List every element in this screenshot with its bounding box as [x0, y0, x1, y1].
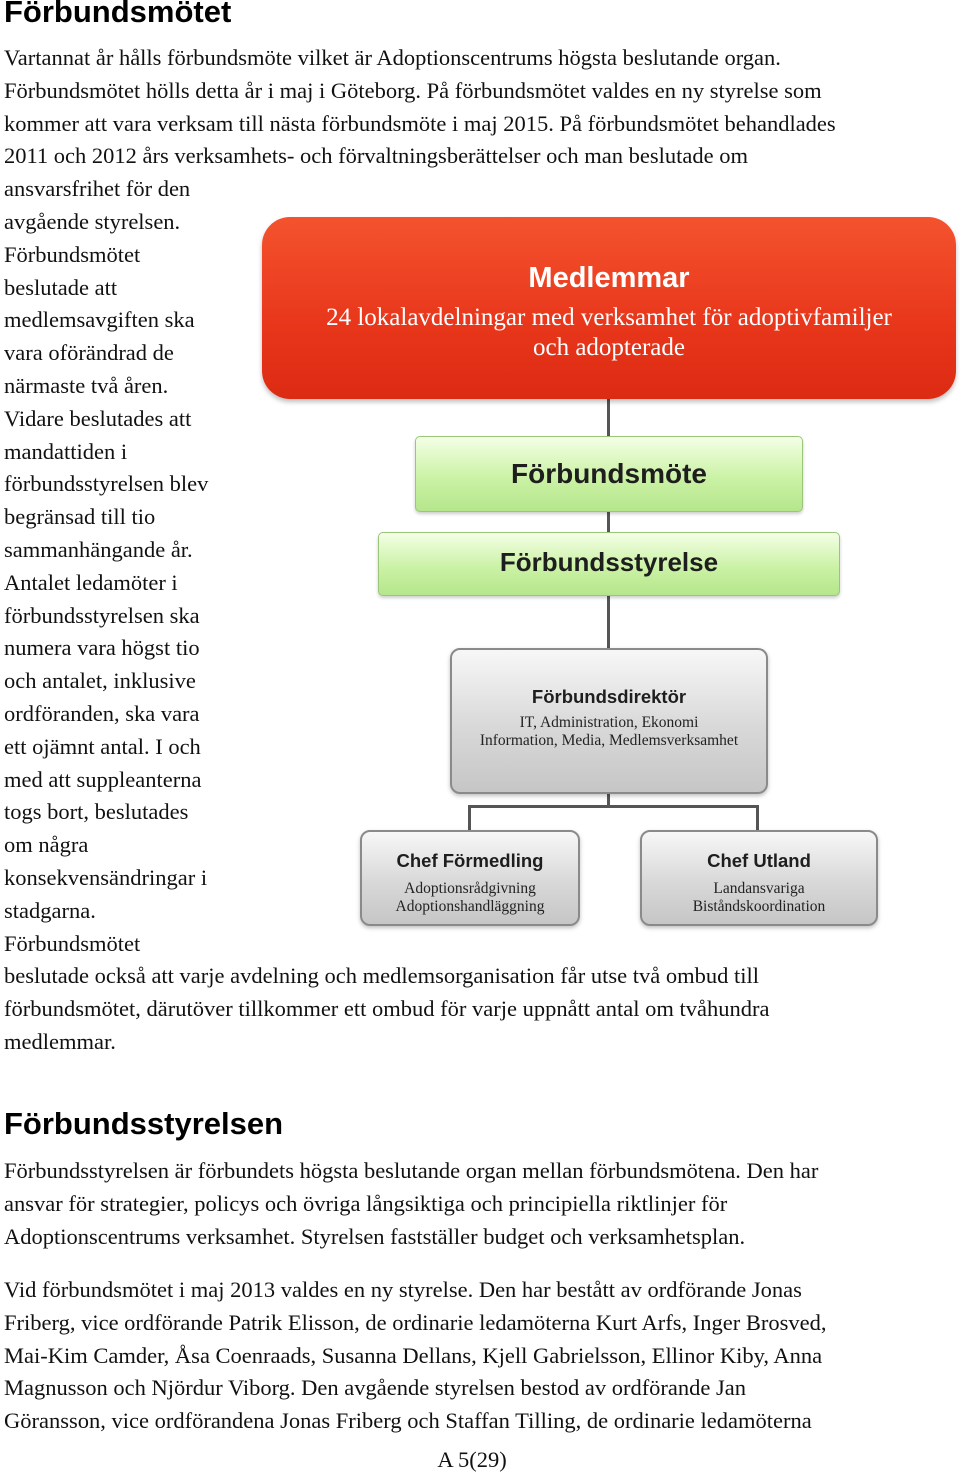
members-title: Medlemmar — [528, 262, 690, 294]
text-line: togs bort, beslutades — [4, 799, 189, 825]
text-line: medlemsavgiften ska — [4, 307, 195, 333]
text-line: stadgarna. — [4, 897, 96, 923]
text-line: konsekvensändringar i — [4, 864, 208, 890]
chef-utland-box — [640, 830, 878, 926]
text-line: Vartannat år hålls förbundsmöte vilket är Adoptionscentrums högsta beslutande organ. — [4, 45, 781, 70]
members-line-2: och adopterade — [532, 334, 685, 361]
text-line: mandattiden i — [4, 438, 128, 464]
chef-formedling-description — [362, 880, 578, 916]
text-line: vara oförändrad de — [4, 340, 174, 366]
text-line: förbundsmötet, därutöver tillkommer ett ombud för varje uppnått antal om tvåhundra — [4, 996, 770, 1022]
text-line: och antalet, inklusive — [4, 668, 196, 694]
text-line: förbundsstyrelsen ska — [4, 602, 200, 628]
text-line: ansvar för strategier, policys och övriga långsiktiga och principiella riktlinjer för — [4, 1190, 728, 1216]
text-line: 2011 och 2012 års verksamhets- och förvaltningsberättelser och man beslutade om — [4, 143, 748, 169]
text-line: Förbundsmötet hölls detta år i maj i Göteborg. På förbundsmötet valdes en ny styrelse som — [4, 77, 822, 103]
text-line: med att suppleanterna — [4, 766, 202, 792]
meeting-title: Förbundsmöte — [511, 458, 707, 489]
connector-line — [756, 805, 759, 830]
text-line: om några — [4, 832, 89, 858]
members-description — [262, 303, 956, 363]
chef-utland-line-2: Biståndskoordination — [692, 898, 826, 915]
connector-line — [607, 399, 610, 436]
text-line: begränsad till tio — [4, 504, 156, 530]
chef-formedling-box — [360, 830, 580, 926]
director-box — [450, 648, 768, 794]
members-line-1: 24 lokalavdelningar med verksamhet för adoptivfamiljer — [326, 304, 892, 331]
board-title: Förbundsstyrelse — [499, 547, 719, 577]
text-line: Förbundsstyrelsen är förbundets högsta beslutande organ mellan förbundsmötena. Den har — [4, 1158, 819, 1183]
text-line: Göransson, vice ordförandena Jonas Friberg och Staffan Tilling, de ordinarie ledamöterna — [4, 1408, 812, 1434]
text-line: numera vara högst tio — [4, 635, 200, 661]
section-heading-forbundsmotet: Förbundsmötet — [4, 0, 232, 29]
text-line: Förbundsmötet — [4, 930, 141, 956]
text-line: Adoptionscentrums verksamhet. Styrelsen fastställer budget och verksamhetsplan. — [4, 1223, 746, 1249]
text-line: ett ojämnt antal. I och — [4, 733, 201, 759]
chef-utland-line-1: Landansvariga — [713, 880, 805, 897]
org-chart — [256, 205, 960, 950]
page-number: A 5(29) — [437, 1447, 507, 1472]
connector-line — [468, 805, 471, 830]
chef-formedling-title: Chef Förmedling — [396, 850, 544, 871]
board-box — [378, 532, 840, 596]
text-line: avgående styrelsen. — [4, 208, 181, 234]
chef-formedling-line-1: Adoptionsrådgivning — [404, 880, 536, 897]
text-line: sammanhängande år. — [4, 536, 193, 562]
meeting-box — [415, 436, 803, 512]
members-box — [262, 217, 956, 399]
director-line-1: IT, Administration, Ekonomi — [519, 714, 699, 731]
text-line: Vidare beslutades att — [4, 405, 192, 431]
director-description — [452, 714, 766, 750]
text-line: ansvarsfrihet för den — [4, 176, 191, 202]
text-line: kommer att vara verksam till nästa förbundsmöte i maj 2015. På förbundsmötet behandlades — [4, 110, 836, 136]
text-line: Mai-Kim Camder, Åsa Coenraads, Susanna Dellans, Kjell Gabrielsson, Ellinor Kiby, Anna — [4, 1342, 823, 1368]
text-line: medlemmar. — [4, 1028, 116, 1054]
text-line: närmaste två åren. — [4, 372, 169, 398]
section-heading-forbundsstyrelsen: Förbundsstyrelsen — [4, 1106, 284, 1141]
text-line: Friberg, vice ordförande Patrik Elisson, de ordinarie ledamöterna Kurt Arfs, Inger Brosved, — [4, 1309, 827, 1335]
text-line: ordföranden, ska vara — [4, 700, 200, 726]
connector-line — [607, 596, 610, 648]
chef-formedling-line-2: Adoptionshandläggning — [395, 898, 545, 915]
text-line: Antalet ledamöter i — [4, 569, 178, 595]
text-line: Vid förbundsmötet i maj 2013 valdes en ny styrelse. Den har bestått av ordförande Jonas — [4, 1277, 802, 1302]
paragraph-styrelsen-ansvar — [4, 1155, 956, 1253]
connector-line — [607, 512, 610, 532]
text-line: beslutade också att varje avdelning och medlemsorganisation får utse två ombud till — [4, 963, 760, 989]
text-line: Förbundsmötet — [4, 241, 141, 267]
text-line: beslutade att — [4, 274, 118, 300]
chef-utland-title: Chef Utland — [707, 850, 811, 871]
text-line: Magnusson och Njördur Viborg. Den avgående styrelsen bestod av ordförande Jan — [4, 1375, 747, 1401]
director-title: Förbundsdirektör — [531, 686, 687, 707]
text-line: förbundsstyrelsen blev — [4, 471, 209, 497]
connector-line — [468, 805, 758, 808]
paragraph-styrelsen-ledamoter — [4, 1274, 956, 1438]
director-line-2: Information, Media, Medlemsverksamhet — [479, 732, 739, 749]
chef-utland-description — [642, 880, 876, 916]
